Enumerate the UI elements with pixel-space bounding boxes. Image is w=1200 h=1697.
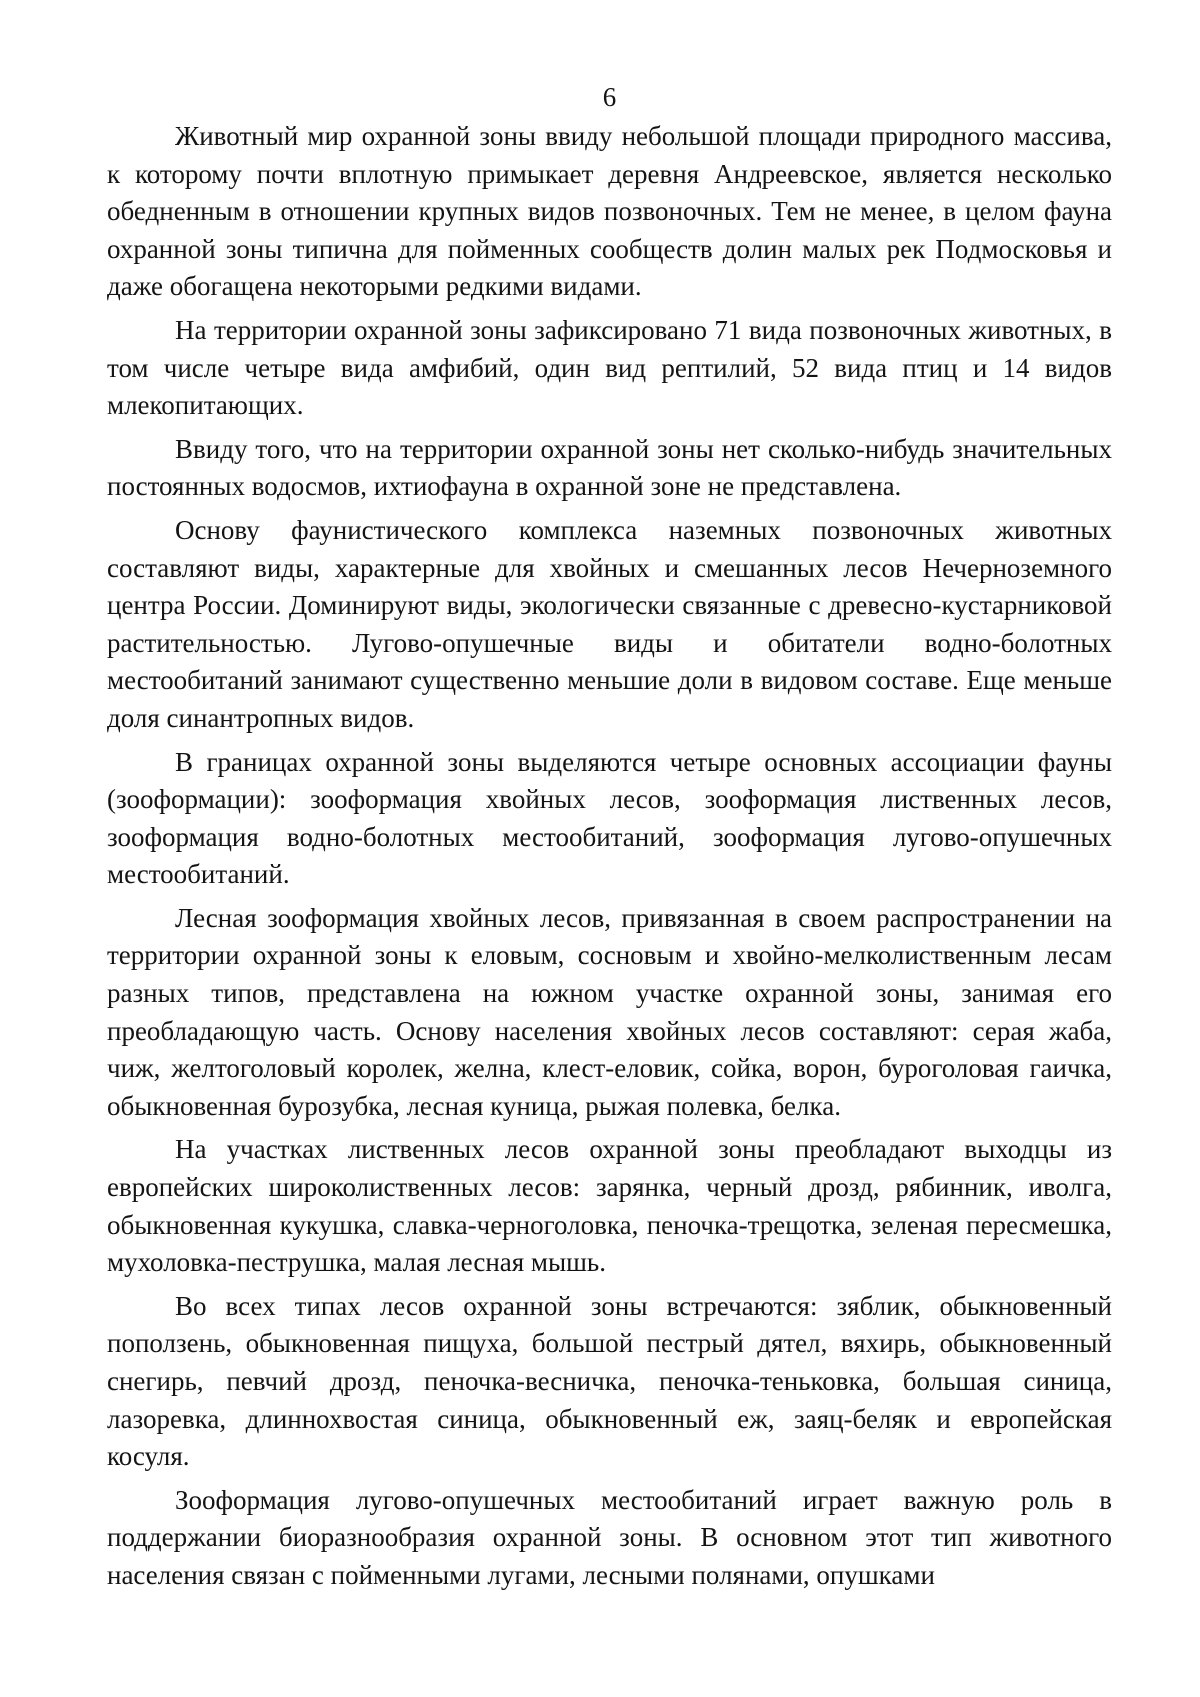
paragraph-zooformations: В границах охранной зоны выделяются четыре основных ассоциации фауны (зооформации): зооформация хвойных лесов, зооформация лиственных лесов, зооформация водно-болотных местообитаний, зооформация лугово-опушечных местообитаний. xyxy=(107,746,1112,890)
paragraph-vertebrate-count: На территории охранной зоны зафиксировано 71 вида позвоночных животных, в том числе четыре вида амфибий, один вид рептилий, 52 вида птиц и 14 видов млекопитающих. xyxy=(107,314,1112,421)
paragraph-meadow-edge-habitats: Зооформация лугово-опушечных местообитаний играет важную роль в поддержании биоразнообразия охранной зоны. В основном этот тип животного населения связан с пойменными лугами, лесными полянами, опушками xyxy=(107,1484,1112,1590)
paragraph-all-forest-types: Во всех типах лесов охранной зоны встречаются: зяблик, обыкновенный поползень, обыкновенная пищуха, большой пестрый дятел, вяхирь, обыкновенный снегирь, певчий дрозд, пеночка-весничка, пеночка-теньковка, большая синица, лазоревка, длиннохвостая синица, обыкновенный еж, заяц-беляк и европейская косуля. xyxy=(107,1290,1112,1472)
paragraph-ichthyofauna: Ввиду того, что на территории охранной зоны нет сколько-нибудь значительных постоянных водосмов, ихтиофауна в охранной зоне не представлена. xyxy=(107,433,1112,502)
paragraph-fauna-overview: Животный мир охранной зоны ввиду небольшой площади природного массива, к которому почти вплотную примыкает деревня Андреевское, является несколько обедненным в отношении крупных видов позвоночных. Тем не менее, в целом фауна охранной зоны типична для пойменных сообществ долин малых рек Подмосковья и даже обогащена некоторыми редкими видами. xyxy=(107,121,1112,302)
document-page xyxy=(107,78,1112,1601)
paragraph-deciduous-forests: На участках лиственных лесов охранной зоны преобладают выходцы из европейских широколиственных лесов: зарянка, черный дрозд, рябинник, иволга, обыкновенная кукушка, славка-черноголовка, пеночка-трещотка, зеленая пересмешка, мухоловка-пеструшка, малая лесная мышь. xyxy=(107,1134,1112,1278)
paragraph-coniferous-forests: Лесная зооформация хвойных лесов, привязанная в своем распространении на территории охранной зоны к еловым, сосновым и хвойно-мелколиственным лесам разных типов, представлена на южном участке охранной зоны, занимая его преобладающую часть. Основу населения хвойных лесов составляют: серая жаба, чиж, желтоголовый королек, желна, клест-еловик, сойка, ворон, буроголовая гаичка, обыкновенная бурозубка, лесная куница, рыжая полевка, белка. xyxy=(107,902,1112,1121)
paragraph-faunal-complex: Основу фаунистического комплекса наземных позвоночных животных составляют виды, характерные для хвойных и смешанных лесов Нечерноземного центра России. Доминируют виды, экологически связанные с древесно-кустарниковой растительностью. Лугово-опушечные виды и обитатели водно-болотных местообитаний занимают существенно меньшие доли в видовом составе. Еще меньше доля синантропных видов. xyxy=(107,514,1112,733)
page-number: 6 xyxy=(602,82,617,112)
